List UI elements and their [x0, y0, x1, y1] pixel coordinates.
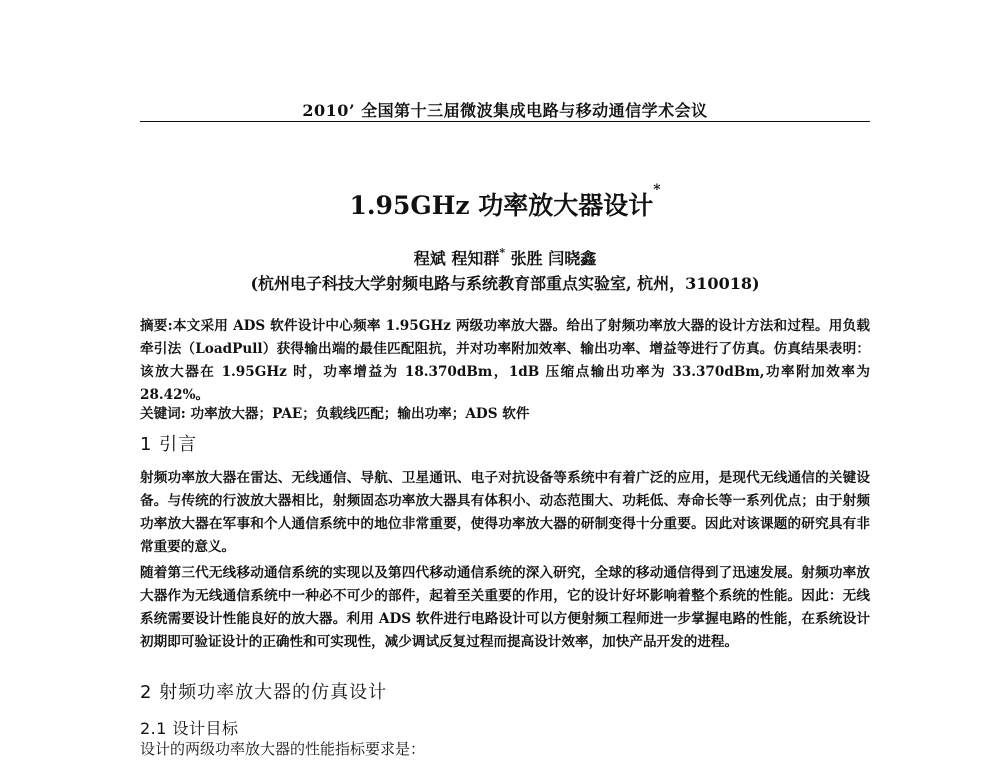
- keywords-text: 功率放大器；PAE；负载线匹配；输出功率；ADS 软件: [185, 406, 530, 422]
- authors-rest: 张胜 闫晓鑫: [505, 249, 597, 268]
- section-heading-intro: 1 引言: [140, 434, 198, 455]
- title-text: 1.95GHz 功率放大器设计: [349, 191, 654, 220]
- title-footnote-mark: *: [653, 182, 661, 198]
- paper-title: [140, 182, 870, 222]
- author-footnote-mark: *: [499, 246, 506, 259]
- intro-paragraph-2: 随着第三代无线移动通信系统的实现以及第四代移动通信系统的深入研究，全球的移动通信得到了迅速发展。射频功率放大器作为无线通信系统中一种必不可少的部件，起着至关重要的作用，它的设计好坏影响着整个系统的性能。因此：无线系统需要设计性能良好的放大器。利用 ADS 软件进行电路设计可以方便射频工程师进一步掌握电路的性能，在系统设计初期即可验证设计的正确性和可实现性，减少调试反复过程而提高设计效率，加快产品开发的进程。: [140, 565, 870, 650]
- running-header: 2010’ 全国第十三届微波集成电路与移动通信学术会议: [302, 101, 708, 120]
- abstract-label: 摘要:: [140, 318, 173, 334]
- intro-paragraph-1: 射频功率放大器在雷达、无线通信、导航、卫星通讯、电子对抗设备等系统中有着广泛的应用，是现代无线通信的关键设备。与传统的行波放大器相比，射频固态功率放大器具有体积小、动态范围大、功耗低、寿命长等一系列优点；由于射频功率放大器在军事和个人通信系统中的地位非常重要，使得功率放大器的研制变得十分重要。因此对该课题的研究具有非常重要的意义。: [140, 470, 870, 555]
- affiliation: (杭州电子科技大学射频电路与系统教育部重点实验室, 杭州，310018): [250, 274, 760, 293]
- author-list: [140, 246, 870, 269]
- subsection-heading-design-goal: 2.1 设计目标: [140, 719, 239, 738]
- design-goal-lead: 设计的两级功率放大器的性能指标要求是：: [140, 740, 426, 758]
- header-rule: [140, 121, 870, 122]
- section-heading-simulation: 2 射频功率放大器的仿真设计: [140, 682, 388, 703]
- keywords: [140, 403, 870, 426]
- abstract: [140, 315, 870, 407]
- authors-first: 程斌 程知群: [413, 249, 500, 268]
- abstract-text: 本文采用 ADS 软件设计中心频率 1.95GHz 两级功率放大器。给出了射频功率放大器的设计方法和过程。用负载牵引法（LoadPull）获得输出端的最佳匹配阻抗，并对功率附加效率、输出功率、增益等进行了仿真。仿真结果表明：该放大器在 1.95GHz 时，功率增益为 18.370dBm，1dB 压缩点输出功率为 33.370dBm,功率附加效率为 28.42%。: [140, 318, 870, 403]
- keywords-label: 关键词:: [140, 406, 186, 422]
